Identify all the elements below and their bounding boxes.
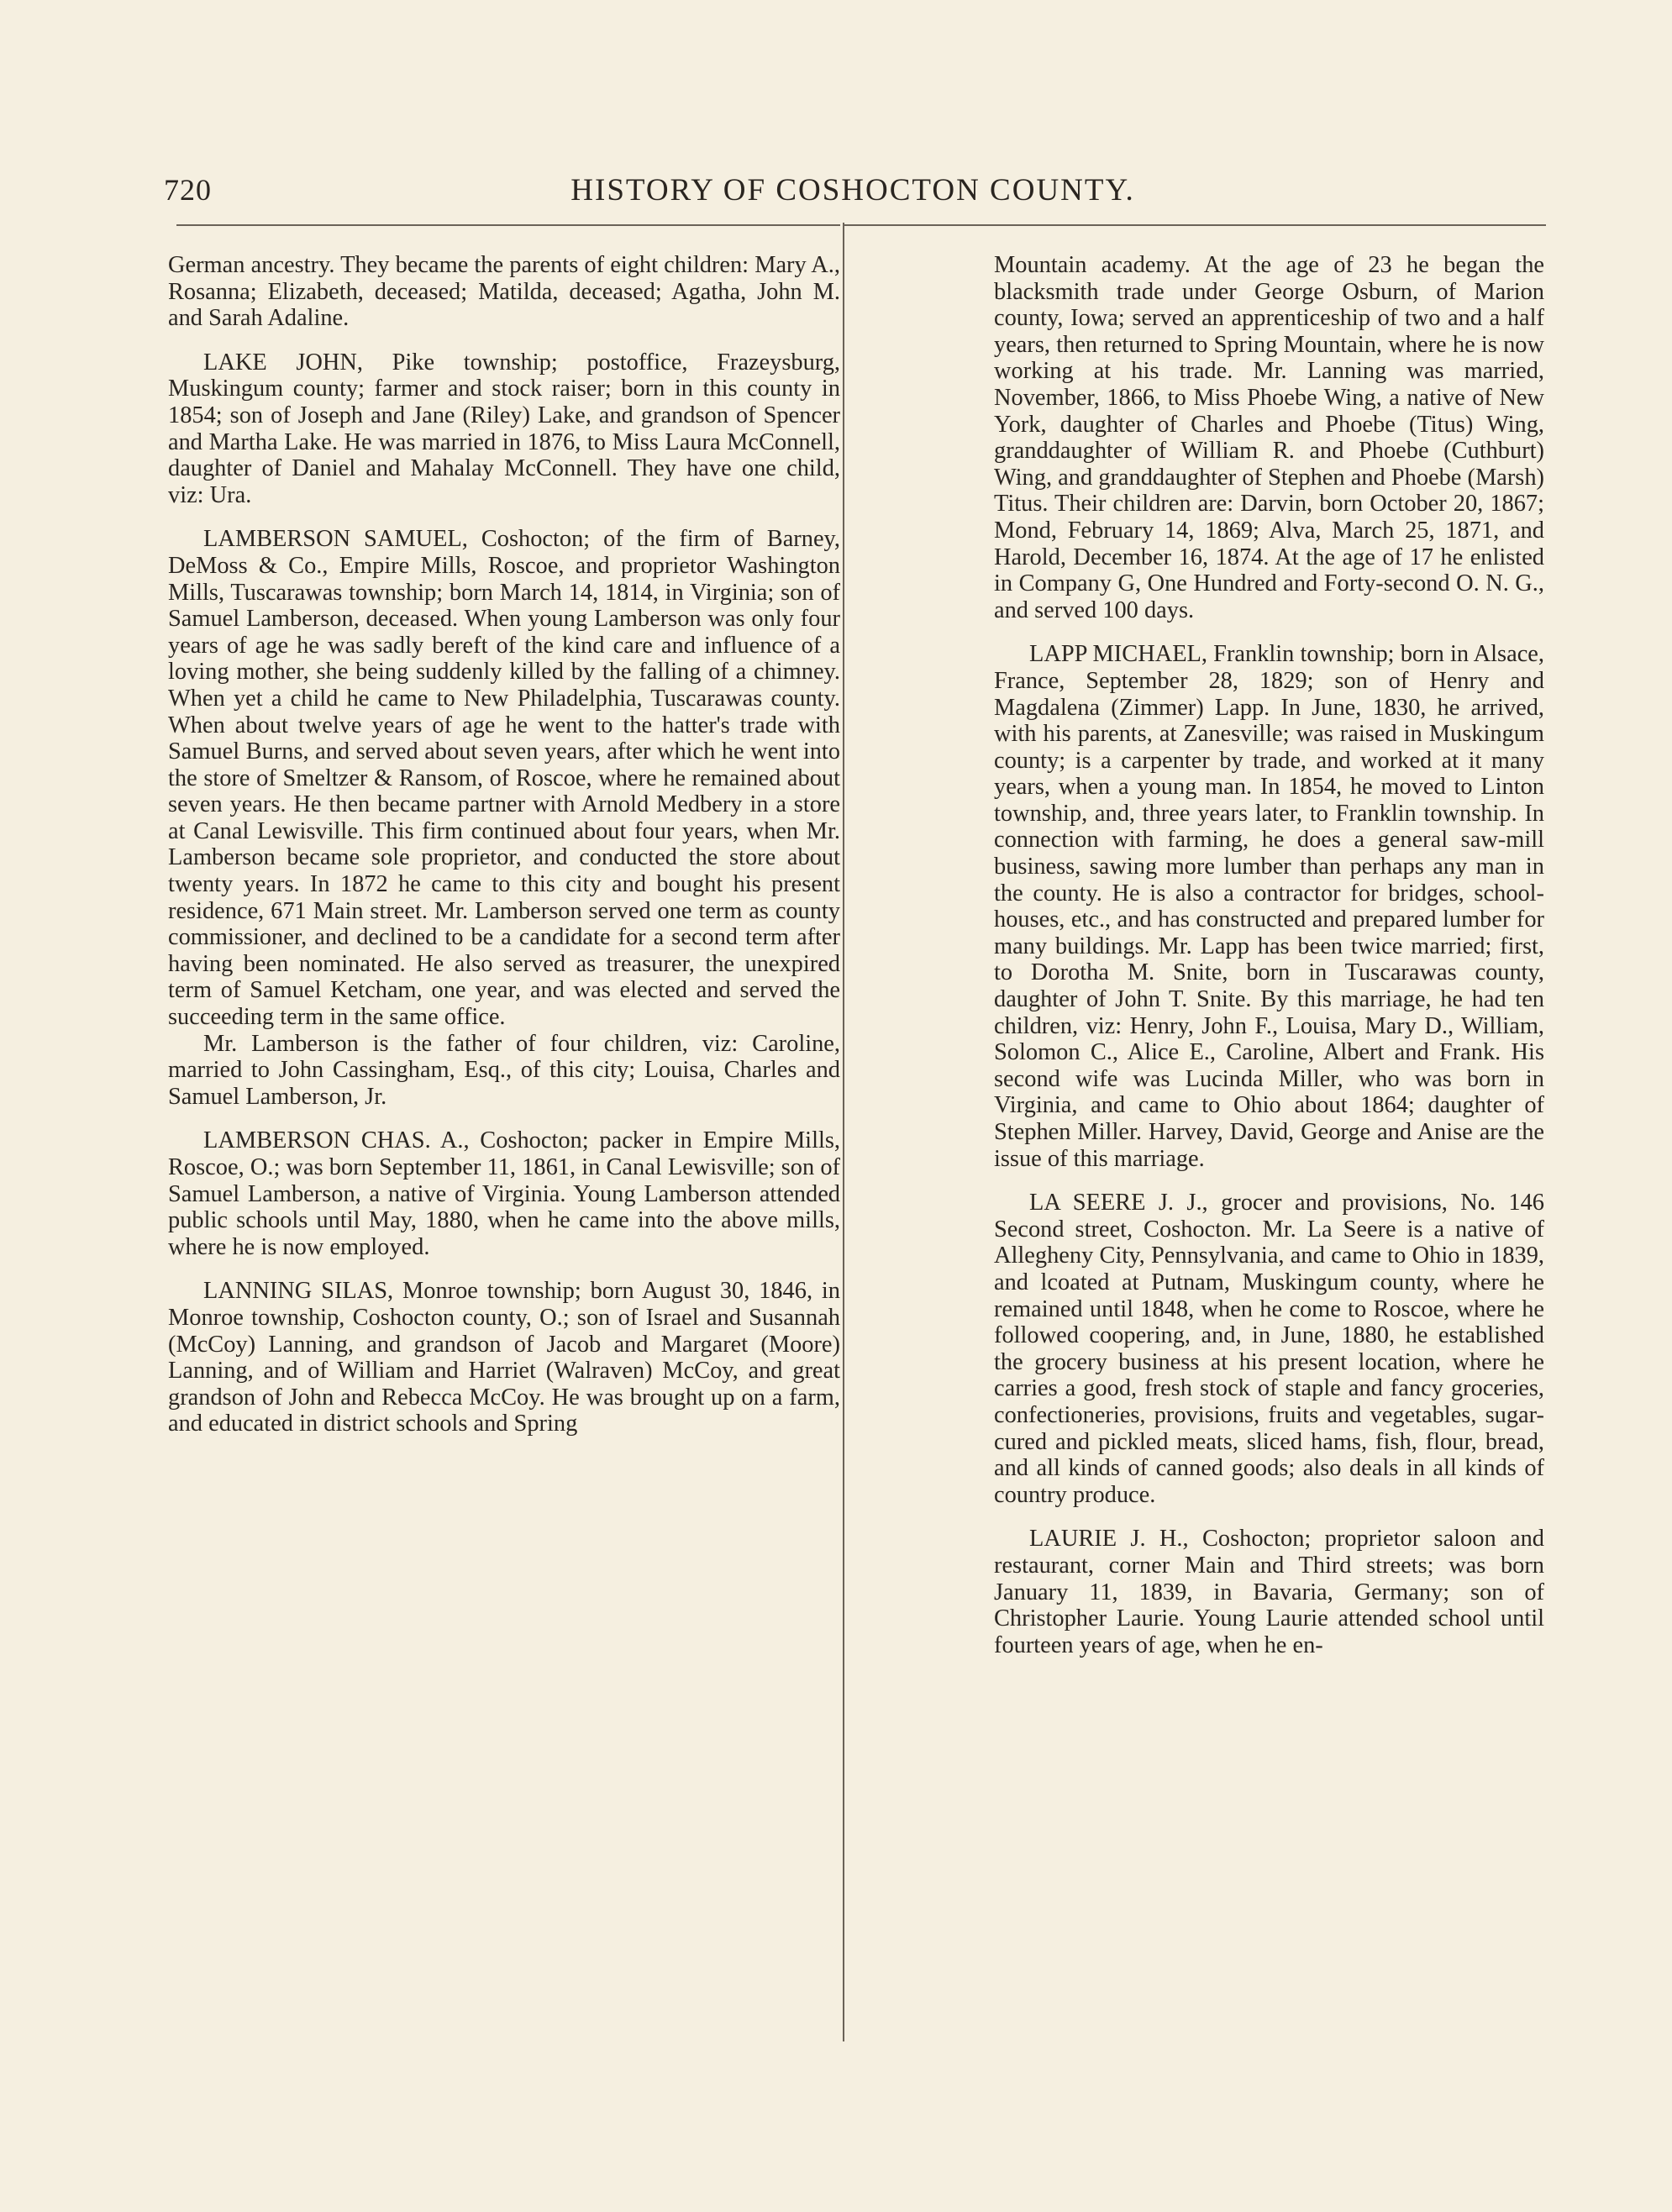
left-column <box>168 252 840 1455</box>
header-rule-right <box>844 224 1546 226</box>
right-column <box>994 252 1544 1676</box>
entry-lamberson-samuel: LAMBERSON SAMUEL, Coshocton; of the firm of Barney, DeMoss & Co., Empire Mills, Roscoe, and proprietor Washington Mills, Tuscarawas township; born March 14, 1814, in Virginia; son of Samuel Lamberson, deceased. When young Lamberson was only four years of age he was sadly bereft of the kind care and influence of a loving mother, she being suddenly killed by the falling of a chimney. When yet a child he came to New Philadelphia, Tuscarawas county. When about twelve years of age he went to the hatter's trade with Samuel Burns, and served about seven years, after which he went into the store of Smeltzer & Ransom, of Roscoe, where he remained about seven years. He then became partner with Arnold Medbery in a store at Canal Lewisville. This firm continued about four years, when Mr. Lamberson became sole proprietor, and conducted the store about twenty years. In 1872 he came to this city and bought his present residence, 671 Main street. Mr. Lamberson served one term as county commissioner, and declined to be a candidate for a second term after having been nominated. He also served as treasurer, the unexpired term of Samuel Ketcham, one year, and was elected and served the succeeding term in the same office. <box>168 526 840 1031</box>
entry-lamberson-chas: LAMBERSON CHAS. A., Coshocton; packer in Empire Mills, Roscoe, O.; was born September 11, 1861, in Canal Lewisville; son of Samuel Lamberson, a native of Virginia. Young Lamberson attended public schools until May, 1880, when he came into the above mills, where he is now employed. <box>168 1127 840 1260</box>
page-header <box>164 172 1542 214</box>
entry-laurie-jh: LAURIE J. H., Coshocton; proprietor saloon and restaurant, corner Main and Third streets; was born January 11, 1839, in Bavaria, Germany; son of Christopher Laurie. Young Laurie attended school until fourteen years of age, when he en- <box>994 1526 1544 1658</box>
running-title: HISTORY OF COSHOCTON COUNTY. <box>570 173 1135 208</box>
entry-lapp-michael: LAPP MICHAEL, Franklin township; born in Alsace, France, September 28, 1829; son of Henry and Magdalena (Zimmer) Lapp. In June, 1830, he arrived, with his parents, at Zanesville; was raised in Muskingum county; is a carpenter by trade, and worked at it many years, when a young man. In 1854, he moved to Linton township, and, three years later, to Franklin township. In connection with farming, he does a general saw-mill business, sawing more lumber than perhaps any man in the county. He is also a contractor for bridges, school-houses, etc., and has constructed and prepared lumber for many buildings. Mr. Lapp has been twice married; first, to Dorotha M. Snite, born in Tuscarawas county, daughter of John T. Snite. By this marriage, he had ten children, viz: Henry, John F., Louisa, Mary D., William, Solomon C., Alice E., Caroline, Albert and Frank. His second wife was Lucinda Miller, who was born in Virginia, and came to Ohio about 1864; daughter of Stephen Miller. Harvey, David, George and Anise are the issue of this marriage. <box>994 641 1544 1172</box>
entry-la-seere: LA SEERE J. J., grocer and provisions, No. 146 Second street, Coshocton. Mr. La Seere is a native of Allegheny City, Pennsylvania, and came to Ohio in 1839, and lcoated at Putnam, Muskingum county, where he remained until 1848, when he come to Roscoe, where he followed coopering, and, in June, 1880, he established the grocery business at his present location, where he carries a good, fresh stock of staple and fancy groceries, confectioneries, provisions, fruits and vegetables, sugar-cured and pickled meats, sliced hams, fish, flour, bread, and all kinds of canned goods; also deals in all kinds of country produce. <box>994 1190 1544 1508</box>
entry-lake-john: LAKE JOHN, Pike township; postoffice, Frazeysburg, Muskingum county; farmer and stock raiser; born in this county in 1854; son of Joseph and Jane (Riley) Lake, and grandson of Spencer and Martha Lake. He was married in 1876, to Miss Laura McConnell, daughter of Daniel and Mahalay McConnell. They have one child, viz: Ura. <box>168 349 840 508</box>
page-number: 720 <box>164 173 212 207</box>
paragraph-lamberson-children: Mr. Lamberson is the father of four children, viz: Caroline, married to John Cassingham, Esq., of this city; Louisa, Charles and Samuel Lamberson, Jr. <box>168 1030 840 1110</box>
paragraph-german-ancestry: German ancestry. They became the parents of eight children: Mary A., Rosanna; Elizabeth, deceased; Matilda, deceased; Agatha, John M. and Sarah Adaline. <box>168 252 840 332</box>
paragraph-lanning-continued: Mountain academy. At the age of 23 he began the blacksmith trade under George Osburn, of Marion county, Iowa; served an apprenticeship of two and a half years, then returned to Spring Mountain, where he is now working at his trade. Mr. Lanning was married, November, 1866, to Miss Phoebe Wing, a native of New York, daughter of Charles and Phoebe (Titus) Wing, granddaughter of William R. and Phoebe (Cuthburt) Wing, and granddaughter of Stephen and Phoebe (Marsh) Titus. Their children are: Darvin, born October 20, 1867; Mond, February 14, 1869; Alva, March 25, 1871, and Harold, December 16, 1874. At the age of 17 he enlisted in Company G, One Hundred and Forty-second O. N. G., and served 100 days. <box>994 252 1544 623</box>
column-divider <box>843 223 844 2041</box>
header-rule-left <box>176 224 840 226</box>
entry-lanning-silas: LANNING SILAS, Monroe township; born August 30, 1846, in Monroe township, Coshocton county, O.; son of Israel and Susannah (McCoy) Lanning, and grandson of Jacob and Margaret (Moore) Lanning, and of William and Harriet (Walraven) McCoy, and great grandson of John and Rebecca McCoy. He was brought up on a farm, and educated in district schools and Spring <box>168 1278 840 1437</box>
